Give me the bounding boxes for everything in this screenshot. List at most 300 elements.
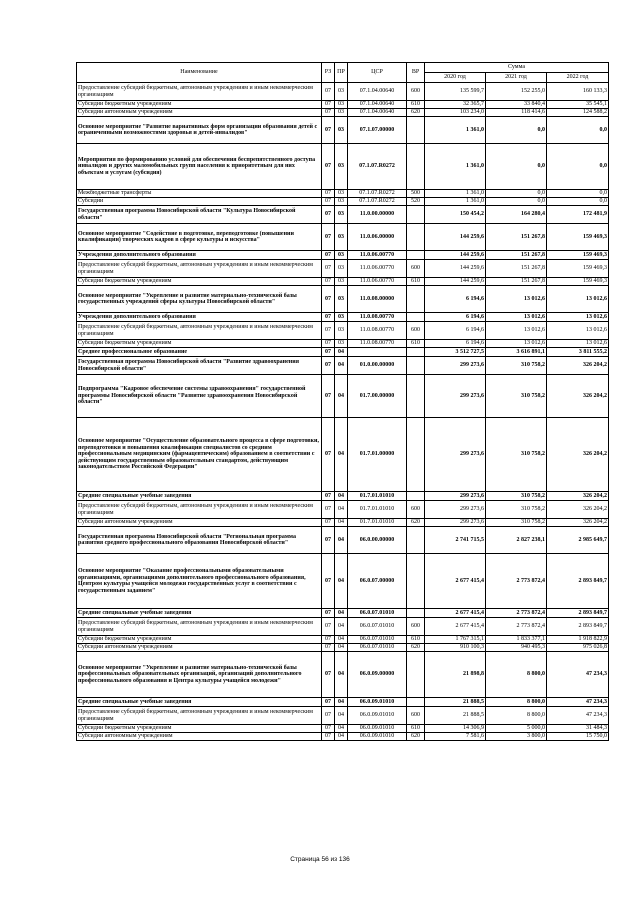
table-row bbox=[77, 644, 609, 652]
cell-pr: 04 bbox=[335, 418, 348, 492]
cell-name: Предоставление субсидий бюджетным, автономным учреждениям и иным некоммерческим организациям bbox=[77, 501, 322, 519]
table-row bbox=[77, 224, 609, 251]
cell-pr: 03 bbox=[335, 251, 348, 260]
cell-sum-2021: 310 758,2 bbox=[486, 357, 547, 375]
cell-sum-2021: 310 758,2 bbox=[486, 492, 547, 501]
cell-csr: 06.0.07.01010 bbox=[348, 636, 407, 644]
cell-sum-2022: 31 484,3 bbox=[547, 725, 609, 733]
table-row bbox=[77, 109, 609, 117]
cell-sum-2022: 0,0 bbox=[547, 117, 609, 144]
cell-sum-2021: 8 800,0 bbox=[486, 652, 547, 698]
cell-pr: 04 bbox=[335, 357, 348, 375]
cell-csr: 11.0.06.00000 bbox=[348, 224, 407, 251]
cell-sum-2021: 8 800,0 bbox=[486, 698, 547, 707]
cell-rz: 07 bbox=[322, 251, 335, 260]
header-sum: Сумма bbox=[425, 63, 609, 73]
cell-sum-2021: 164 280,4 bbox=[486, 206, 547, 224]
cell-sum-2021: 33 840,4 bbox=[486, 101, 547, 109]
cell-pr: 04 bbox=[335, 527, 348, 554]
cell-rz: 07 bbox=[322, 322, 335, 340]
cell-name: Субсидии автономным учреждениям bbox=[77, 644, 322, 652]
table-row bbox=[77, 260, 609, 278]
cell-sum-2022: 159 469,3 bbox=[547, 251, 609, 260]
cell-csr: 11.0.00.00000 bbox=[348, 206, 407, 224]
cell-name: Учреждения дополнительного образования bbox=[77, 251, 322, 260]
cell-sum-2020: 299 273,6 bbox=[425, 418, 486, 492]
cell-name: Государственная программа Новосибирской области "Региональная программа развития среднего профессионального образования Новосибирской области" bbox=[77, 527, 322, 554]
cell-csr: 11.0.06.00770 bbox=[348, 278, 407, 286]
cell-rz: 07 bbox=[322, 260, 335, 278]
table-row bbox=[77, 698, 609, 707]
cell-csr: 01.0.00.00000 bbox=[348, 357, 407, 375]
cell-rz: 07 bbox=[322, 609, 335, 618]
cell-name: Межбюджетные трансферты bbox=[77, 190, 322, 198]
cell-csr: 07.1.07.R0272 bbox=[348, 190, 407, 198]
cell-pr: 04 bbox=[335, 644, 348, 652]
cell-vr: 610 bbox=[407, 340, 425, 348]
cell-name: Учреждения дополнительного образования bbox=[77, 313, 322, 322]
cell-vr: 600 bbox=[407, 618, 425, 636]
cell-sum-2022: 326 204,2 bbox=[547, 357, 609, 375]
cell-vr bbox=[407, 313, 425, 322]
header-pr: ПР bbox=[335, 63, 348, 83]
cell-sum-2020: 144 259,6 bbox=[425, 260, 486, 278]
cell-name: Субсидии автономным учреждениям bbox=[77, 519, 322, 527]
cell-sum-2022: 124 588,2 bbox=[547, 109, 609, 117]
cell-sum-2020: 32 365,7 bbox=[425, 101, 486, 109]
cell-sum-2021: 2 773 872,4 bbox=[486, 554, 547, 609]
table-row bbox=[77, 418, 609, 492]
cell-pr: 04 bbox=[335, 348, 348, 357]
table-row bbox=[77, 251, 609, 260]
cell-vr bbox=[407, 144, 425, 190]
cell-rz: 07 bbox=[322, 733, 335, 741]
cell-sum-2022: 2 893 849,7 bbox=[547, 609, 609, 618]
cell-vr: 610 bbox=[407, 725, 425, 733]
cell-sum-2021: 1 833 377,1 bbox=[486, 636, 547, 644]
cell-sum-2020: 299 273,6 bbox=[425, 492, 486, 501]
table-row bbox=[77, 340, 609, 348]
cell-rz: 07 bbox=[322, 519, 335, 527]
cell-name: Предоставление субсидий бюджетным, автономным учреждениям и иным некоммерческим организациям bbox=[77, 707, 322, 725]
cell-sum-2022: 13 012,6 bbox=[547, 313, 609, 322]
cell-rz: 07 bbox=[322, 198, 335, 206]
cell-vr bbox=[407, 609, 425, 618]
cell-pr: 03 bbox=[335, 144, 348, 190]
cell-pr: 03 bbox=[335, 109, 348, 117]
cell-vr: 520 bbox=[407, 198, 425, 206]
cell-pr: 03 bbox=[335, 322, 348, 340]
cell-csr: 06.0.09.01010 bbox=[348, 698, 407, 707]
cell-csr: 11.0.08.00770 bbox=[348, 340, 407, 348]
header-vr: ВР bbox=[407, 63, 425, 83]
cell-pr: 03 bbox=[335, 260, 348, 278]
cell-vr bbox=[407, 348, 425, 357]
table-row bbox=[77, 554, 609, 609]
table-row bbox=[77, 618, 609, 636]
cell-pr: 04 bbox=[335, 501, 348, 519]
cell-rz: 07 bbox=[322, 636, 335, 644]
cell-name: Основное мероприятие "Осуществление образовательного процесса в сфере подготовки, переподготовки и повышения квалификации специалистов со средним профессиональным медицинским (фармацевтическим) образованием в соответствии с действующим государственным образовательным стандартом, действующим законодательством Российской Федерации" bbox=[77, 418, 322, 492]
cell-sum-2022: 13 012,6 bbox=[547, 322, 609, 340]
header-rz: РЗ bbox=[322, 63, 335, 83]
cell-sum-2021: 118 414,6 bbox=[486, 109, 547, 117]
cell-rz: 07 bbox=[322, 117, 335, 144]
cell-csr: 11.0.06.00770 bbox=[348, 260, 407, 278]
cell-name: Предоставление субсидий бюджетным, автономным учреждениям и иным некоммерческим организациям bbox=[77, 322, 322, 340]
cell-vr: 500 bbox=[407, 190, 425, 198]
cell-pr: 04 bbox=[335, 618, 348, 636]
cell-sum-2022: 2 985 649,7 bbox=[547, 527, 609, 554]
cell-pr: 04 bbox=[335, 609, 348, 618]
cell-sum-2022: 35 545,1 bbox=[547, 101, 609, 109]
cell-rz: 07 bbox=[322, 527, 335, 554]
cell-name: Субсидии бюджетным учреждениям bbox=[77, 725, 322, 733]
cell-sum-2021: 310 758,2 bbox=[486, 519, 547, 527]
table-row bbox=[77, 101, 609, 109]
cell-sum-2022: 15 750,0 bbox=[547, 733, 609, 741]
cell-csr: 07.1.07.R0272 bbox=[348, 198, 407, 206]
cell-vr bbox=[407, 554, 425, 609]
cell-rz: 07 bbox=[322, 313, 335, 322]
cell-sum-2022: 3 811 555,2 bbox=[547, 348, 609, 357]
cell-csr: 07.1.04.00640 bbox=[348, 101, 407, 109]
cell-vr bbox=[407, 698, 425, 707]
cell-vr bbox=[407, 286, 425, 313]
cell-pr: 03 bbox=[335, 101, 348, 109]
cell-rz: 07 bbox=[322, 101, 335, 109]
cell-sum-2022: 13 012,6 bbox=[547, 340, 609, 348]
cell-rz: 07 bbox=[322, 348, 335, 357]
cell-rz: 07 bbox=[322, 698, 335, 707]
cell-rz: 07 bbox=[322, 206, 335, 224]
cell-sum-2022: 0,0 bbox=[547, 190, 609, 198]
cell-sum-2020: 6 194,6 bbox=[425, 340, 486, 348]
cell-vr: 620 bbox=[407, 519, 425, 527]
cell-sum-2022: 13 012,6 bbox=[547, 286, 609, 313]
cell-vr: 600 bbox=[407, 322, 425, 340]
cell-sum-2021: 151 267,8 bbox=[486, 278, 547, 286]
cell-csr: 07.1.04.00640 bbox=[348, 109, 407, 117]
cell-sum-2021: 0,0 bbox=[486, 144, 547, 190]
cell-csr: 11.0.06.00770 bbox=[348, 251, 407, 260]
cell-pr: 03 bbox=[335, 117, 348, 144]
cell-vr: 620 bbox=[407, 733, 425, 741]
table-row bbox=[77, 609, 609, 618]
cell-sum-2021: 151 267,8 bbox=[486, 224, 547, 251]
cell-vr bbox=[407, 375, 425, 418]
cell-sum-2020: 6 194,6 bbox=[425, 322, 486, 340]
cell-name: Предоставление субсидий бюджетным, автономным учреждениям и иным некоммерческим организациям bbox=[77, 83, 322, 101]
cell-csr: 06.0.07.01010 bbox=[348, 609, 407, 618]
cell-sum-2020: 1 361,0 bbox=[425, 198, 486, 206]
cell-sum-2022: 326 204,2 bbox=[547, 375, 609, 418]
cell-sum-2020: 299 273,6 bbox=[425, 375, 486, 418]
cell-pr: 04 bbox=[335, 554, 348, 609]
table-row bbox=[77, 375, 609, 418]
cell-sum-2022: 0,0 bbox=[547, 144, 609, 190]
header-csr: ЦСР bbox=[348, 63, 407, 83]
cell-rz: 07 bbox=[322, 83, 335, 101]
cell-sum-2021: 5 000,0 bbox=[486, 725, 547, 733]
cell-csr: 06.0.09.01010 bbox=[348, 725, 407, 733]
cell-sum-2021: 2 773 872,4 bbox=[486, 609, 547, 618]
cell-name: Субсидии бюджетным учреждениям bbox=[77, 101, 322, 109]
cell-sum-2020: 144 259,6 bbox=[425, 251, 486, 260]
table-row bbox=[77, 652, 609, 698]
cell-sum-2022: 159 469,3 bbox=[547, 260, 609, 278]
cell-vr bbox=[407, 527, 425, 554]
cell-rz: 07 bbox=[322, 707, 335, 725]
cell-csr: 06.0.07.01010 bbox=[348, 644, 407, 652]
cell-sum-2022: 2 893 849,7 bbox=[547, 618, 609, 636]
cell-sum-2022: 326 204,2 bbox=[547, 418, 609, 492]
cell-sum-2021: 310 758,2 bbox=[486, 501, 547, 519]
cell-sum-2020: 21 888,5 bbox=[425, 707, 486, 725]
cell-name: Субсидии автономным учреждениям bbox=[77, 109, 322, 117]
table-row bbox=[77, 492, 609, 501]
cell-sum-2020: 14 306,9 bbox=[425, 725, 486, 733]
cell-sum-2021: 152 255,0 bbox=[486, 83, 547, 101]
cell-name: Основное мероприятие "Укрепление и развитие материально-технической базы профессиональных образовательных организаций, организаций дополнительного профессионального образования и Центра культуры учащейся молодежи" bbox=[77, 652, 322, 698]
cell-vr bbox=[407, 117, 425, 144]
cell-csr: 01.7.00.00000 bbox=[348, 375, 407, 418]
cell-pr: 04 bbox=[335, 698, 348, 707]
cell-sum-2021: 940 495,3 bbox=[486, 644, 547, 652]
cell-rz: 07 bbox=[322, 652, 335, 698]
cell-vr bbox=[407, 418, 425, 492]
header-year-2022: 2022 год bbox=[547, 73, 609, 83]
table-row bbox=[77, 501, 609, 519]
cell-rz: 07 bbox=[322, 278, 335, 286]
cell-name: Субсидии бюджетным учреждениям bbox=[77, 278, 322, 286]
cell-sum-2020: 1 767 315,1 bbox=[425, 636, 486, 644]
cell-name: Государственная программа Новосибирской области "Культура Новосибирской области" bbox=[77, 206, 322, 224]
cell-name: Подпрограмма "Кадровое обеспечение системы здравоохранения" государственной программы Новосибирской области "Развитие здравоохранения Новосибирской области" bbox=[77, 375, 322, 418]
cell-sum-2021: 310 758,2 bbox=[486, 375, 547, 418]
table-row bbox=[77, 313, 609, 322]
cell-rz: 07 bbox=[322, 224, 335, 251]
cell-vr: 600 bbox=[407, 83, 425, 101]
cell-vr: 600 bbox=[407, 260, 425, 278]
table-body bbox=[77, 83, 609, 741]
table-row bbox=[77, 519, 609, 527]
cell-sum-2022: 47 234,3 bbox=[547, 652, 609, 698]
cell-csr: 07.1.07.R0272 bbox=[348, 144, 407, 190]
cell-sum-2022: 0,0 bbox=[547, 198, 609, 206]
cell-name: Средние специальные учебные заведения bbox=[77, 698, 322, 707]
cell-vr bbox=[407, 357, 425, 375]
cell-csr: 06.0.09.00000 bbox=[348, 652, 407, 698]
cell-pr: 03 bbox=[335, 340, 348, 348]
table-row bbox=[77, 190, 609, 198]
table-row bbox=[77, 117, 609, 144]
cell-pr: 03 bbox=[335, 206, 348, 224]
cell-rz: 07 bbox=[322, 618, 335, 636]
cell-sum-2020: 910 100,3 bbox=[425, 644, 486, 652]
cell-rz: 07 bbox=[322, 190, 335, 198]
cell-sum-2020: 1 361,0 bbox=[425, 144, 486, 190]
cell-sum-2021: 13 012,6 bbox=[486, 286, 547, 313]
table-row bbox=[77, 198, 609, 206]
cell-sum-2020: 7 581,6 bbox=[425, 733, 486, 741]
cell-csr bbox=[348, 348, 407, 357]
cell-csr: 01.7.01.00000 bbox=[348, 418, 407, 492]
cell-name: Мероприятия по формированию условий для обеспечения беспрепятственного доступа инвалидов и других маломобильных групп населения к приоритетным для них объектам и услугам (субсидия) bbox=[77, 144, 322, 190]
cell-csr: 07.1.04.00640 bbox=[348, 83, 407, 101]
cell-sum-2020: 299 273,6 bbox=[425, 519, 486, 527]
table-row bbox=[77, 725, 609, 733]
cell-csr: 06.0.09.01010 bbox=[348, 707, 407, 725]
cell-sum-2021: 13 012,6 bbox=[486, 322, 547, 340]
cell-sum-2022: 326 204,2 bbox=[547, 492, 609, 501]
cell-name: Средние специальные учебные заведения bbox=[77, 492, 322, 501]
cell-sum-2020: 21 888,5 bbox=[425, 698, 486, 707]
table-row bbox=[77, 83, 609, 101]
cell-csr: 01.7.01.01010 bbox=[348, 492, 407, 501]
cell-sum-2020: 1 361,0 bbox=[425, 190, 486, 198]
cell-pr: 03 bbox=[335, 313, 348, 322]
cell-name: Предоставление субсидий бюджетным, автономным учреждениям и иным некоммерческим организациям bbox=[77, 618, 322, 636]
cell-rz: 07 bbox=[322, 418, 335, 492]
cell-sum-2022: 47 234,3 bbox=[547, 698, 609, 707]
cell-sum-2021: 8 800,0 bbox=[486, 707, 547, 725]
cell-sum-2020: 2 677 415,4 bbox=[425, 609, 486, 618]
cell-rz: 07 bbox=[322, 340, 335, 348]
cell-sum-2020: 1 361,0 bbox=[425, 117, 486, 144]
cell-sum-2021: 2 773 872,4 bbox=[486, 618, 547, 636]
cell-sum-2021: 151 267,8 bbox=[486, 260, 547, 278]
cell-csr: 07.1.07.00000 bbox=[348, 117, 407, 144]
cell-pr: 04 bbox=[335, 636, 348, 644]
cell-name: Субсидии автономным учреждениям bbox=[77, 733, 322, 741]
cell-pr: 04 bbox=[335, 519, 348, 527]
cell-sum-2022: 2 893 849,7 bbox=[547, 554, 609, 609]
table-row bbox=[77, 357, 609, 375]
cell-name: Предоставление субсидий бюджетным, автономным учреждениям и иным некоммерческим организациям bbox=[77, 260, 322, 278]
cell-sum-2021: 13 012,6 bbox=[486, 313, 547, 322]
cell-sum-2020: 21 898,8 bbox=[425, 652, 486, 698]
cell-pr: 04 bbox=[335, 725, 348, 733]
cell-vr bbox=[407, 206, 425, 224]
cell-sum-2022: 326 204,2 bbox=[547, 519, 609, 527]
cell-rz: 07 bbox=[322, 725, 335, 733]
table-row bbox=[77, 348, 609, 357]
cell-name: Субсидии бюджетным учреждениям bbox=[77, 636, 322, 644]
page-number: Страница 56 из 136 bbox=[290, 856, 350, 863]
cell-pr: 04 bbox=[335, 375, 348, 418]
cell-vr: 610 bbox=[407, 278, 425, 286]
cell-vr: 610 bbox=[407, 101, 425, 109]
cell-sum-2021: 151 267,8 bbox=[486, 251, 547, 260]
cell-sum-2021: 3 800,0 bbox=[486, 733, 547, 741]
cell-name: Государственная программа Новосибирской области "Развитие здравоохранения Новосибирской области" bbox=[77, 357, 322, 375]
cell-sum-2022: 326 204,2 bbox=[547, 501, 609, 519]
cell-pr: 03 bbox=[335, 83, 348, 101]
cell-sum-2021: 3 616 891,1 bbox=[486, 348, 547, 357]
cell-sum-2022: 159 469,3 bbox=[547, 278, 609, 286]
cell-sum-2020: 2 677 415,4 bbox=[425, 554, 486, 609]
cell-name: Субсидии bbox=[77, 198, 322, 206]
cell-name: Основное мероприятие "Развитие вариативных форм организации образования детей с ограниченными возможностями здоровья и детей-инвалидов" bbox=[77, 117, 322, 144]
cell-csr: 11.0.08.00000 bbox=[348, 286, 407, 313]
table-row bbox=[77, 278, 609, 286]
cell-sum-2020: 144 259,6 bbox=[425, 224, 486, 251]
cell-sum-2022: 975 026,8 bbox=[547, 644, 609, 652]
table-row bbox=[77, 707, 609, 725]
header-year-2021: 2021 год bbox=[486, 73, 547, 83]
cell-rz: 07 bbox=[322, 501, 335, 519]
cell-sum-2022: 172 481,9 bbox=[547, 206, 609, 224]
cell-csr: 01.7.01.01010 bbox=[348, 501, 407, 519]
cell-name: Основное мероприятие "Содействие в подготовке, переподготовке (повышении квалификации) творческих кадров в сфере культуры и искусства" bbox=[77, 224, 322, 251]
cell-name: Основное мероприятие "Оказание профессиональными образовательными организациями, организациями дополнительного профессионального образования, Центром культуры учащейся молодежи государственных услуг в соответствии с государственным заданием" bbox=[77, 554, 322, 609]
cell-rz: 07 bbox=[322, 492, 335, 501]
cell-pr: 04 bbox=[335, 652, 348, 698]
cell-sum-2020: 144 259,6 bbox=[425, 278, 486, 286]
cell-pr: 03 bbox=[335, 190, 348, 198]
table-row bbox=[77, 144, 609, 190]
table-row bbox=[77, 286, 609, 313]
cell-sum-2022: 160 133,3 bbox=[547, 83, 609, 101]
cell-sum-2020: 3 512 727,5 bbox=[425, 348, 486, 357]
cell-name: Среднее профессиональное образование bbox=[77, 348, 322, 357]
cell-sum-2022: 1 918 822,9 bbox=[547, 636, 609, 644]
cell-name: Средние специальные учебные заведения bbox=[77, 609, 322, 618]
cell-sum-2020: 299 273,6 bbox=[425, 501, 486, 519]
cell-pr: 04 bbox=[335, 733, 348, 741]
cell-pr: 03 bbox=[335, 286, 348, 313]
cell-name: Субсидии бюджетным учреждениям bbox=[77, 340, 322, 348]
cell-rz: 07 bbox=[322, 144, 335, 190]
cell-sum-2020: 150 454,2 bbox=[425, 206, 486, 224]
cell-sum-2022: 47 234,3 bbox=[547, 707, 609, 725]
cell-name: Основное мероприятие "Укрепление и развитие материально-технической базы государственных учреждений сферы культуры Новосибирской области" bbox=[77, 286, 322, 313]
header-name: Наименование bbox=[77, 63, 322, 83]
cell-vr: 620 bbox=[407, 644, 425, 652]
cell-pr: 04 bbox=[335, 492, 348, 501]
cell-sum-2021: 0,0 bbox=[486, 198, 547, 206]
cell-sum-2022: 159 469,3 bbox=[547, 224, 609, 251]
cell-rz: 07 bbox=[322, 554, 335, 609]
table-row bbox=[77, 527, 609, 554]
cell-sum-2020: 6 194,6 bbox=[425, 286, 486, 313]
cell-sum-2021: 2 827 238,1 bbox=[486, 527, 547, 554]
cell-sum-2020: 103 234,0 bbox=[425, 109, 486, 117]
cell-csr: 06.0.00.00000 bbox=[348, 527, 407, 554]
table-row bbox=[77, 636, 609, 644]
table-row bbox=[77, 733, 609, 741]
cell-vr: 610 bbox=[407, 636, 425, 644]
cell-vr bbox=[407, 224, 425, 251]
cell-sum-2020: 2 677 415,4 bbox=[425, 618, 486, 636]
header-year-2020: 2020 год bbox=[425, 73, 486, 83]
cell-csr: 06.0.07.00000 bbox=[348, 554, 407, 609]
cell-rz: 07 bbox=[322, 286, 335, 313]
cell-sum-2020: 6 194,6 bbox=[425, 313, 486, 322]
cell-pr: 03 bbox=[335, 278, 348, 286]
cell-csr: 11.0.08.00770 bbox=[348, 313, 407, 322]
cell-rz: 07 bbox=[322, 357, 335, 375]
cell-sum-2020: 299 273,6 bbox=[425, 357, 486, 375]
cell-rz: 07 bbox=[322, 375, 335, 418]
cell-vr bbox=[407, 251, 425, 260]
table-row bbox=[77, 322, 609, 340]
cell-sum-2021: 0,0 bbox=[486, 190, 547, 198]
table-row bbox=[77, 206, 609, 224]
cell-vr bbox=[407, 492, 425, 501]
cell-csr: 11.0.08.00770 bbox=[348, 322, 407, 340]
